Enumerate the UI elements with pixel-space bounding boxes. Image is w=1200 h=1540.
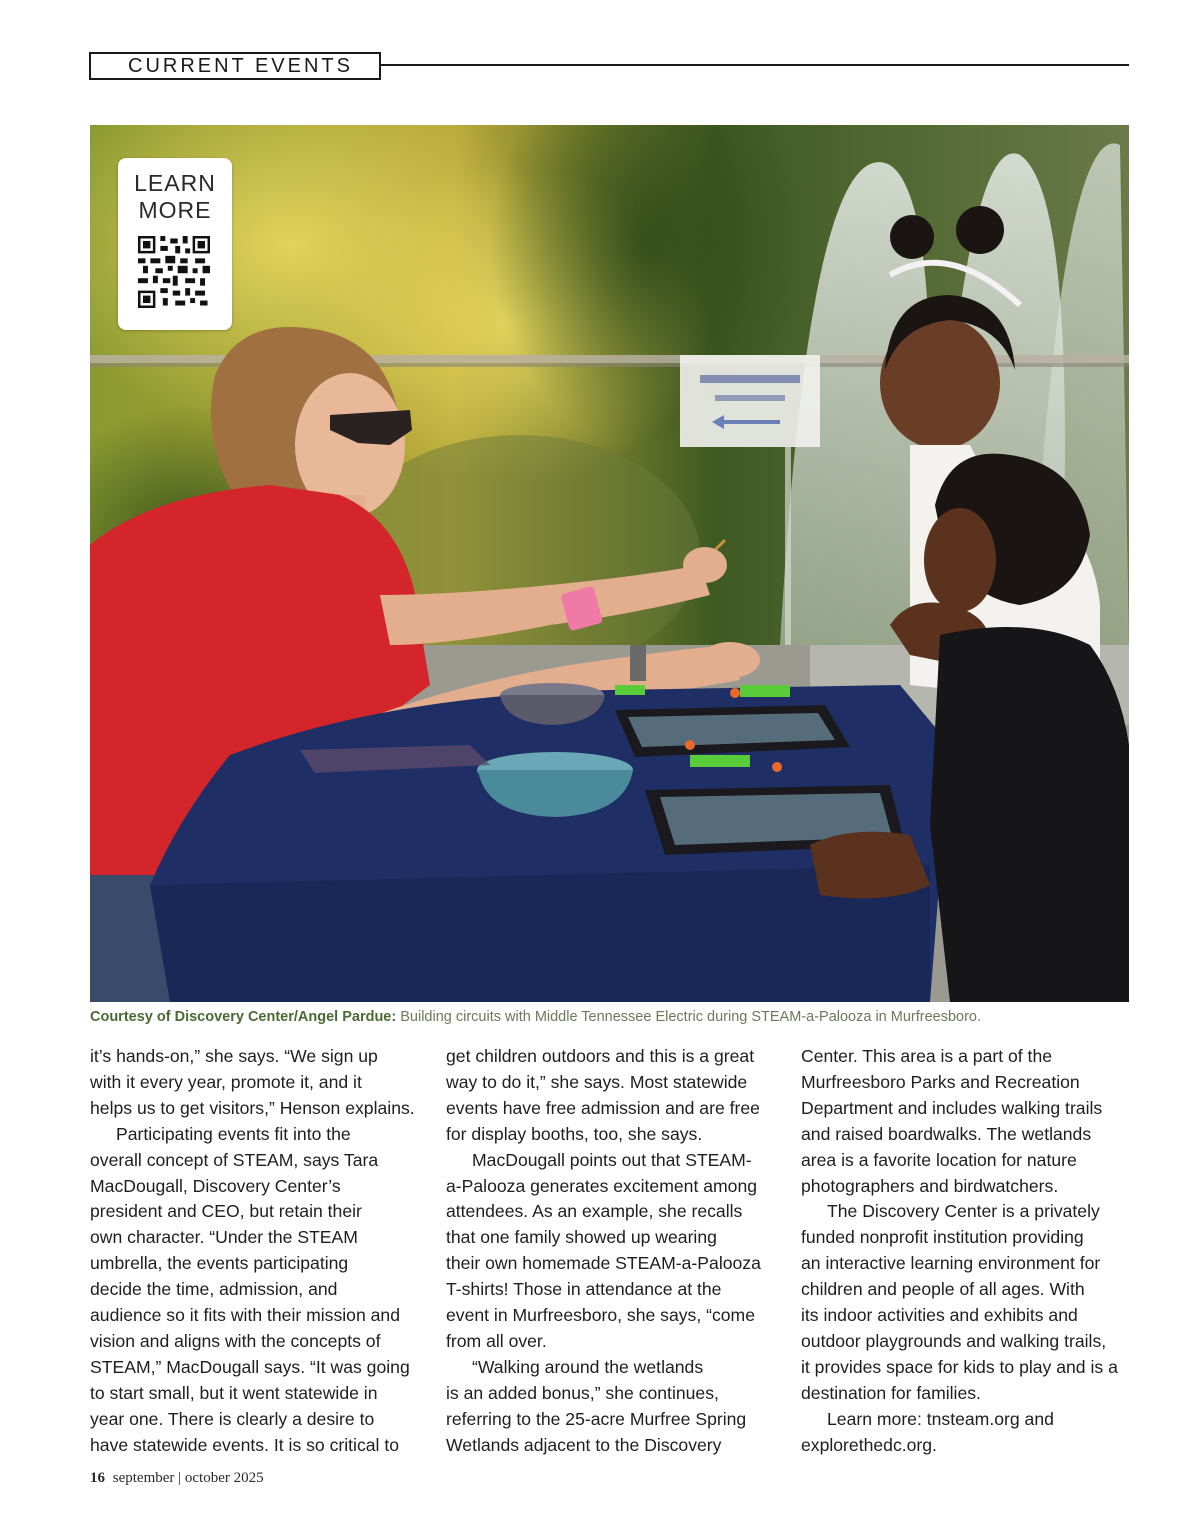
event-photo xyxy=(90,125,1129,1002)
section-header xyxy=(89,52,1129,80)
article-line: that one family showed up wearing xyxy=(446,1227,717,1248)
article-line: referring to the 25-acre Murfree Spring xyxy=(446,1408,747,1429)
article-column-3 xyxy=(801,1044,1141,1459)
article-line: outdoor playgrounds and walking trails, xyxy=(801,1330,1107,1351)
article-line: photographers and birdwatchers. xyxy=(801,1175,1059,1196)
article-line: get children outdoors and this is a great xyxy=(446,1046,755,1066)
article-line: audience so it fits with their mission and xyxy=(90,1305,400,1326)
article-line: attendees. As an example, she recalls xyxy=(446,1201,743,1222)
page-footer xyxy=(90,1468,264,1488)
article-line: a-Palooza generates excitement among xyxy=(446,1175,758,1196)
article-line: destination for families. xyxy=(801,1382,981,1403)
article-line: helps us to get visitors,” Henson explains. xyxy=(90,1097,415,1118)
article-line: Learn more: tnsteam.org and xyxy=(827,1408,1054,1429)
article-line: way to do it,” she says. Most statewide xyxy=(446,1071,748,1092)
photo-caption xyxy=(90,1007,1130,1027)
article-line: The Discovery Center is a privately xyxy=(827,1201,1100,1222)
article-line: overall concept of STEAM, says Tara xyxy=(90,1149,379,1170)
learn-more-label: LEARN MORE xyxy=(134,170,216,223)
article-line: vision and aligns with the concepts of xyxy=(90,1330,381,1351)
article-line: from all over. xyxy=(446,1330,547,1351)
section-label: CURRENT EVENTS xyxy=(89,52,381,80)
learn-more-qr-card[interactable] xyxy=(118,158,232,330)
article-line: event in Murfreesboro, she says, “come xyxy=(446,1305,755,1326)
article-line: with it every year, promote it, and it xyxy=(90,1071,362,1092)
article-line: Wetlands adjacent to the Discovery xyxy=(446,1434,722,1455)
article-line: explorethedc.org. xyxy=(801,1434,937,1455)
qr-code-icon[interactable] xyxy=(138,236,210,308)
article-line: events have free admission and are free xyxy=(446,1097,760,1118)
article-line: MacDougall points out that STEAM- xyxy=(472,1149,752,1170)
article-line: Participating events fit into the xyxy=(116,1123,351,1144)
article-line: decide the time, admission, and xyxy=(90,1279,338,1300)
article-line: an interactive learning environment for xyxy=(801,1253,1101,1274)
article-line: “Walking around the wetlands xyxy=(472,1356,704,1377)
article-line: its indoor activities and exhibits and xyxy=(801,1305,1078,1326)
article-line: have statewide events. It is so critical to xyxy=(90,1434,400,1455)
article-line: it’s hands-on,” she says. “We sign up xyxy=(90,1046,378,1066)
page-number: 16 xyxy=(90,1470,105,1486)
article-line: MacDougall, Discovery Center’s xyxy=(90,1175,341,1196)
article-line: Department and includes walking trails xyxy=(801,1097,1103,1118)
article-line: is an added bonus,” she continues, xyxy=(446,1382,719,1403)
article-line: children and people of all ages. With xyxy=(801,1279,1085,1300)
article-column-2 xyxy=(446,1044,786,1459)
article-line: Murfreesboro Parks and Recreation xyxy=(801,1071,1080,1092)
caption-text: Building circuits with Middle Tennessee Electric during STEAM-a-Palooza in Murfreesboro. xyxy=(400,1009,982,1025)
article-line: Center. This area is a part of the xyxy=(801,1046,1053,1066)
article-line: T-shirts! Those in attendance at the xyxy=(446,1279,722,1300)
article-line: it provides space for kids to play and is a xyxy=(801,1356,1118,1377)
header-rule xyxy=(381,64,1129,66)
issue-date: september | october 2025 xyxy=(112,1470,264,1486)
photo-credit: Courtesy of Discovery Center/Angel Pardue: xyxy=(90,1009,397,1025)
article-line: year one. There is clearly a desire to xyxy=(90,1408,375,1429)
article-line: umbrella, the events participating xyxy=(90,1253,349,1274)
article-line: own character. “Under the STEAM xyxy=(90,1227,358,1248)
article-line: their own homemade STEAM-a-Palooza xyxy=(446,1253,761,1274)
article-line: president and CEO, but retain their xyxy=(90,1201,362,1222)
article-line: STEAM,” MacDougall says. “It was going xyxy=(90,1356,410,1377)
article-line: for display booths, too, she says. xyxy=(446,1123,703,1144)
article-line: funded nonprofit institution providing xyxy=(801,1227,1084,1248)
article-column-1 xyxy=(90,1044,430,1459)
article-line: area is a favorite location for nature xyxy=(801,1149,1077,1170)
article-line: to start small, but it went statewide in xyxy=(90,1382,378,1403)
article-line: and raised boardwalks. The wetlands xyxy=(801,1123,1092,1144)
